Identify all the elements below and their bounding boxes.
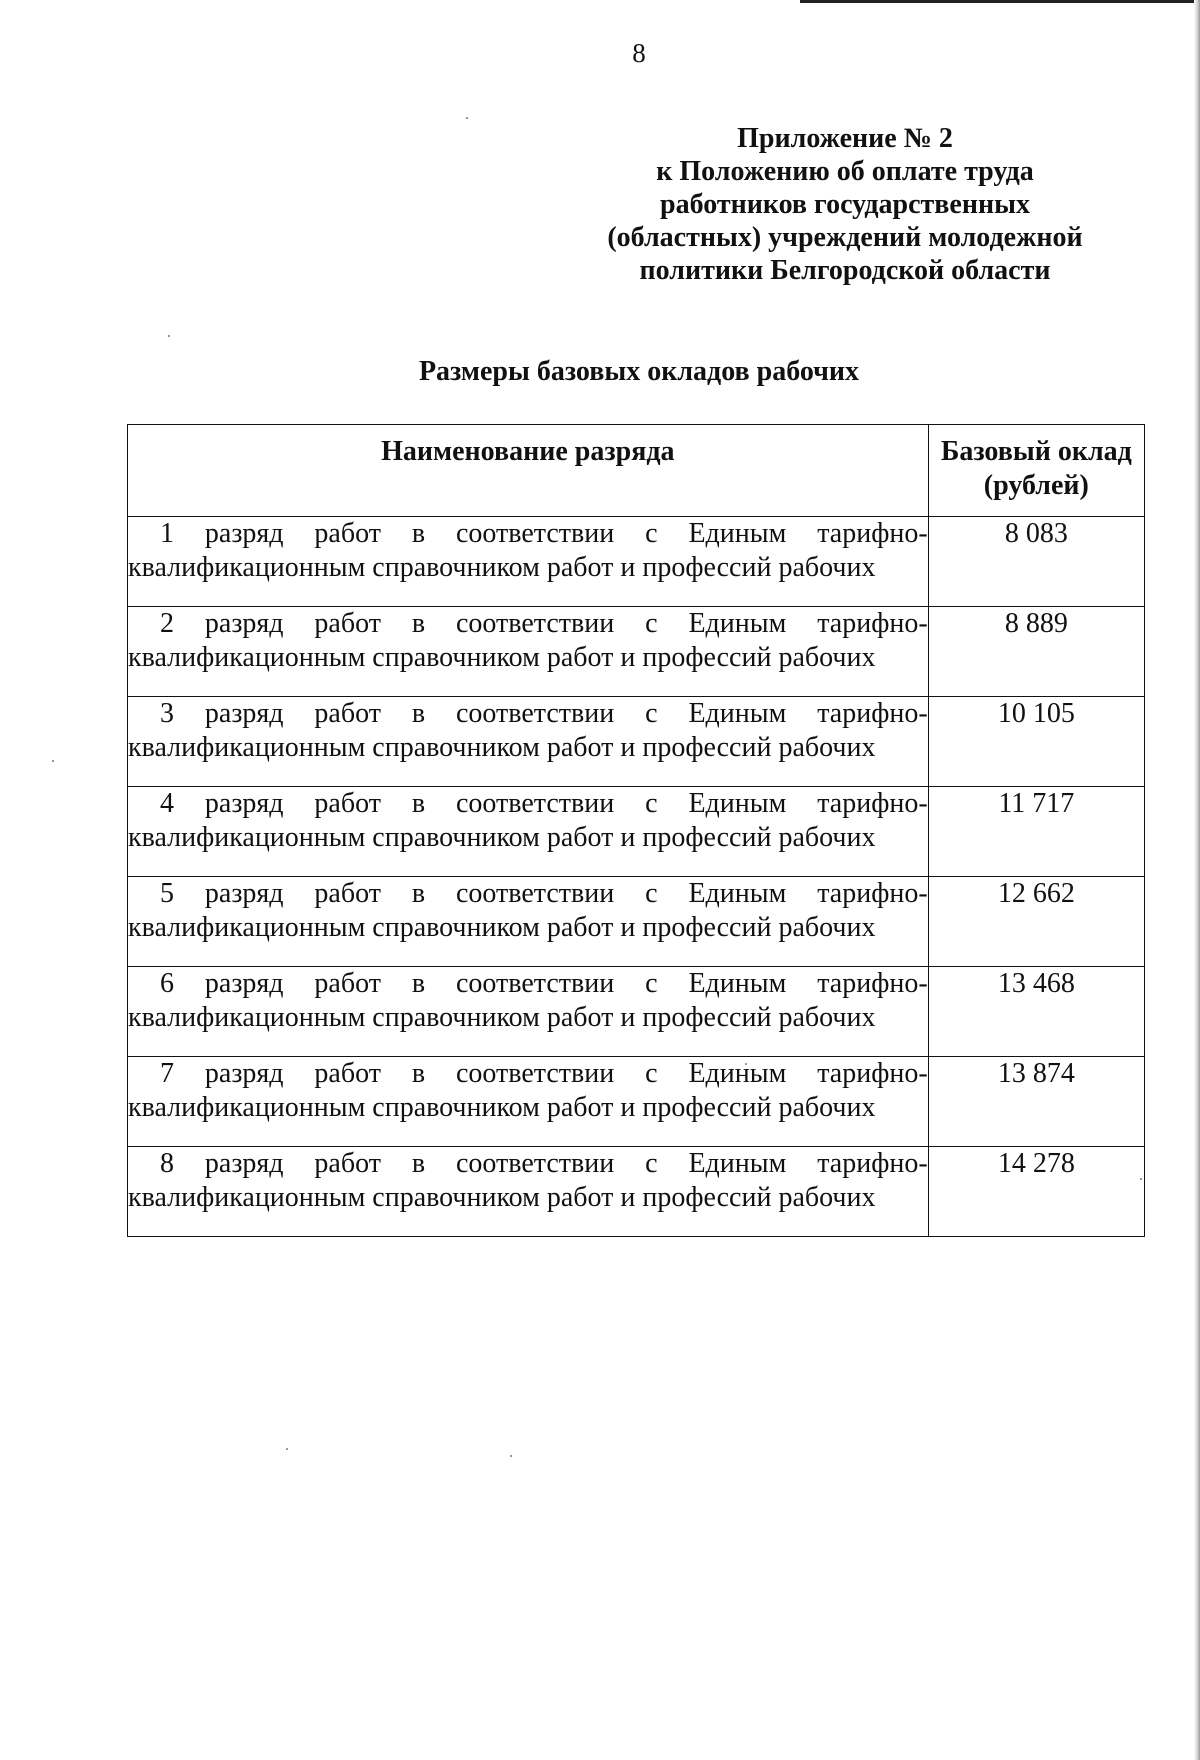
table-row	[128, 967, 1145, 1057]
grade-name-cell	[128, 697, 929, 787]
grade-name-cell	[128, 967, 929, 1057]
grade-text: квалификационным справочником работ и профессий рабочих	[128, 1002, 876, 1033]
grade-text: квалификационным справочником работ и профессий рабочих	[128, 912, 876, 943]
grade-name-cell	[128, 1057, 929, 1147]
grade-text: 4 разряд работ в соответствии с Единым тарифно-	[160, 788, 928, 819]
grade-text: квалификационным справочником работ и профессий рабочих	[128, 732, 876, 763]
annex-title: Приложение № 2	[737, 123, 953, 154]
scan-border-line	[800, 0, 1200, 3]
table-title: Размеры базовых окладов рабочих	[418, 356, 860, 387]
grade-text: 5 разряд работ в соответствии с Единым тарифно-	[160, 878, 928, 909]
scan-page-edge	[1194, 0, 1200, 1760]
grade-text: квалификационным справочником работ и профессий рабочих	[128, 552, 876, 583]
annex-line: политики Белгородской области	[639, 255, 1051, 286]
table-header-row	[128, 425, 1145, 517]
header-grade-name: Наименование разряда	[128, 425, 929, 517]
table-row	[128, 607, 1145, 697]
header-salary-unit: (рублей)	[983, 470, 1089, 501]
grade-name-cell	[128, 877, 929, 967]
grade-name-cell	[128, 787, 929, 877]
scan-speck	[286, 1448, 288, 1450]
grade-text: квалификационным справочником работ и профессий рабочих	[128, 642, 876, 673]
grade-text: 2 разряд работ в соответствии с Единым тарифно-	[160, 608, 928, 639]
grade-text: 8 разряд работ в соответствии с Единым тарифно-	[160, 1148, 928, 1179]
salary-cell: 12 662	[928, 877, 1144, 967]
annex-header	[560, 122, 1130, 287]
grade-text: 6 разряд работ в соответствии с Единым тарифно-	[160, 968, 928, 999]
table-row	[128, 877, 1145, 967]
table-row	[128, 517, 1145, 607]
salary-cell: 11 717	[928, 787, 1144, 877]
annex-line: к Положению об оплате труда	[656, 156, 1034, 187]
annex-line: (областных) учреждений молодежной	[607, 222, 1083, 253]
table-row	[128, 1057, 1145, 1147]
salary-cell: 13 874	[928, 1057, 1144, 1147]
grade-name-cell	[128, 517, 929, 607]
grade-name-cell	[128, 1147, 929, 1237]
salary-cell: 10 105	[928, 697, 1144, 787]
salary-cell: 8 083	[928, 517, 1144, 607]
grade-text: квалификационным справочником работ и профессий рабочих	[128, 1092, 876, 1123]
grade-text: 3 разряд работ в соответствии с Единым тарифно-	[160, 698, 928, 729]
page-number: 8	[632, 38, 646, 68]
grade-text: 7 разряд работ в соответствии с Единым тарифно-	[160, 1058, 928, 1089]
grade-text: квалификационным справочником работ и профессий рабочих	[128, 822, 876, 853]
header-salary-line: Базовый оклад	[940, 436, 1132, 467]
grade-text: квалификационным справочником работ и профессий рабочих	[128, 1182, 876, 1213]
annex-line: работников государственных	[660, 189, 1030, 220]
header-base-salary	[928, 425, 1144, 517]
grade-name-cell	[128, 607, 929, 697]
scan-speck	[168, 335, 170, 337]
table-row	[128, 1147, 1145, 1237]
table-row	[128, 787, 1145, 877]
salary-cell: 13 468	[928, 967, 1144, 1057]
table-row	[128, 697, 1145, 787]
grade-text: 1 разряд работ в соответствии с Единым тарифно-	[160, 518, 928, 549]
scan-speck	[510, 1455, 512, 1457]
salary-cell: 8 889	[928, 607, 1144, 697]
scan-speck	[52, 760, 54, 762]
salary-cell: 14 278	[928, 1147, 1144, 1237]
salary-table	[127, 424, 1145, 1237]
scan-speck	[466, 117, 468, 119]
